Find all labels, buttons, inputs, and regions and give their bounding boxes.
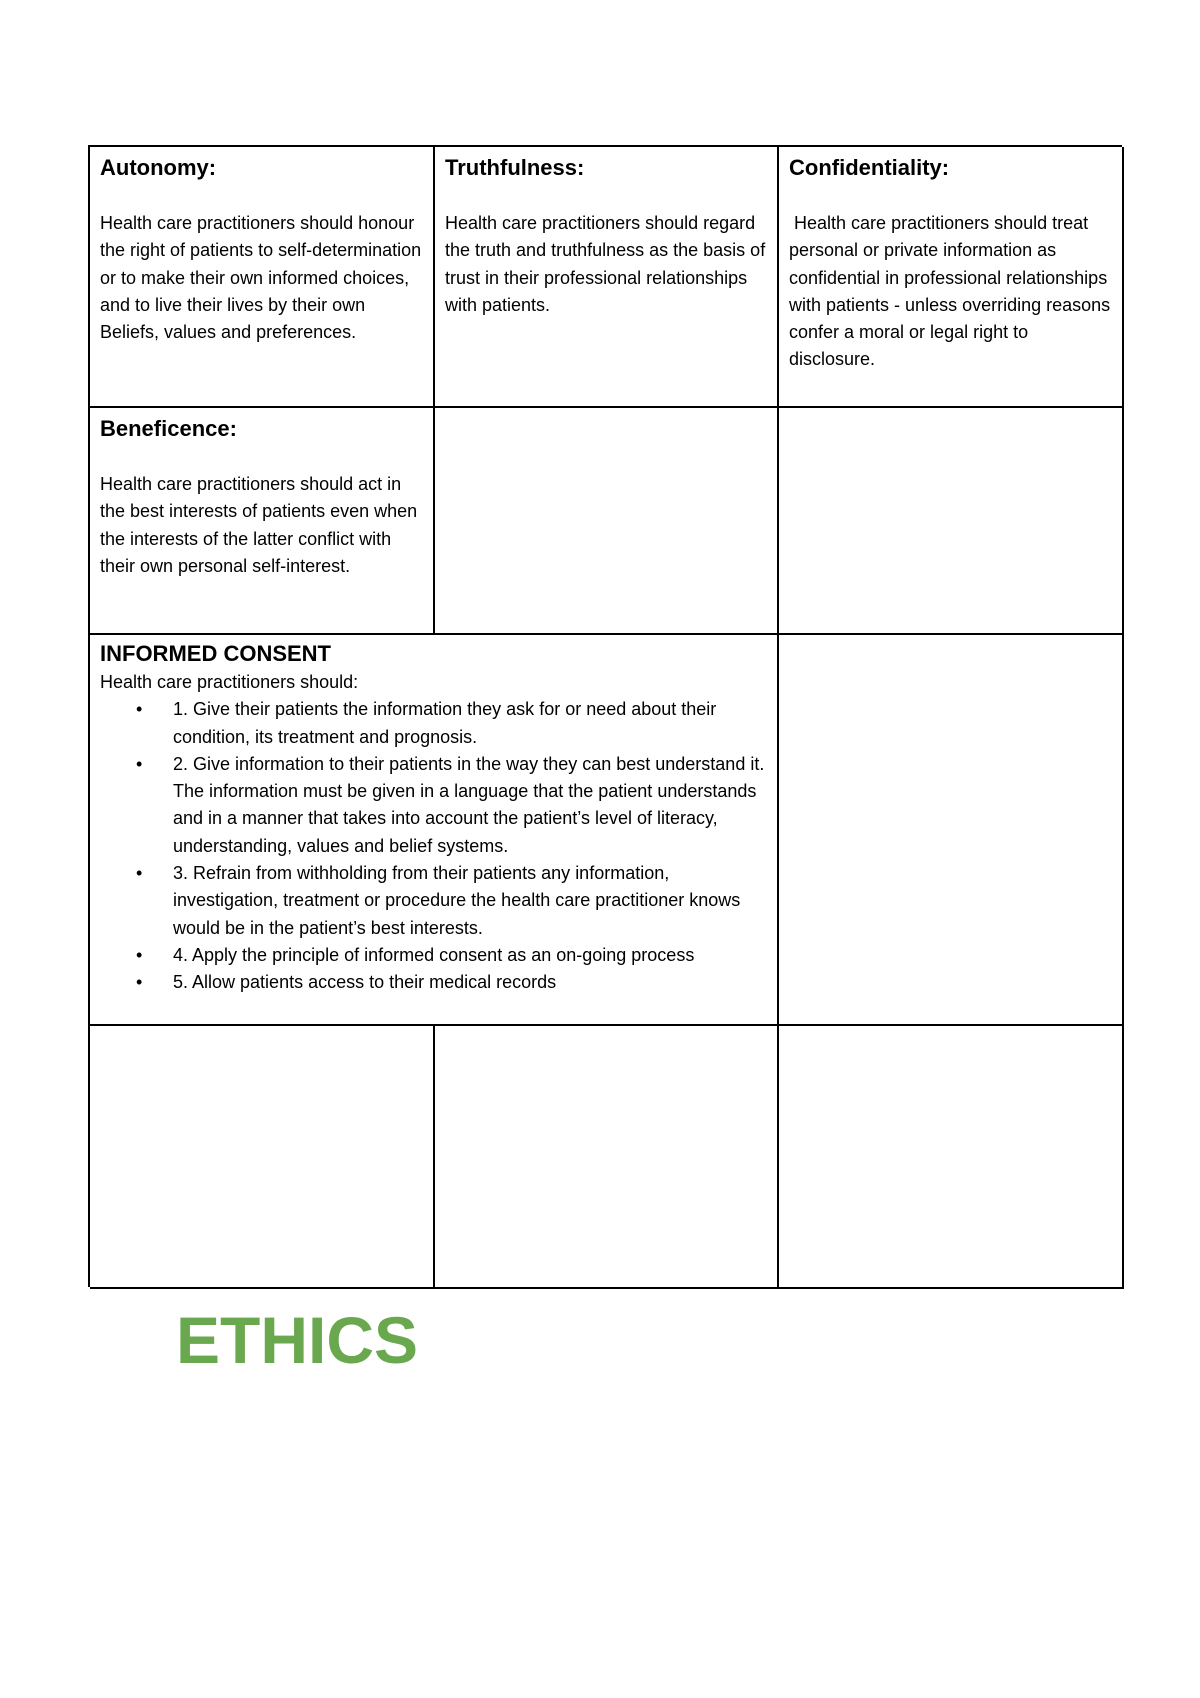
consent-item-text: 2. Give information to their patients in the way they can best understand it. The information must be given in a language that the patient understands and in a manner that takes into account the patient’s level of literacy, understanding, values and belief systems. [173,753,765,856]
list-item [100,860,767,942]
list-item [100,942,767,969]
autonomy-cell [90,147,435,408]
ethics-title: ETHICS [176,1303,419,1377]
autonomy-title: Autonomy: [100,155,217,180]
empty-cell-r4c2 [435,1026,779,1289]
bullet-icon: • [136,753,143,774]
truthfulness-cell [435,147,779,408]
consent-item-text: 5. Allow patients access to their medical records [173,972,557,993]
beneficence-title: Beneficence: [100,416,237,441]
consent-item-text: 3. Refrain from withholding from their patients any information, investigation, treatment or procedure the health care practitioner knows would be in the patient’s best interests. [173,863,741,938]
beneficence-text: Health care practitioners should act in the best interests of patients even when the interests of the latter conflict with their own personal self-interest. [100,474,418,576]
informed-consent-intro: Health care practitioners should: [100,672,359,692]
bullet-icon: • [136,972,143,993]
confidentiality-title: Confidentiality: [789,155,950,180]
empty-cell-r4c3 [779,1026,1124,1289]
bullet-icon: • [136,699,143,720]
list-item [100,751,767,860]
empty-cell-r4c1 [90,1026,435,1289]
confidentiality-cell [779,147,1124,408]
bullet-icon: • [136,944,143,965]
bullet-icon: • [136,863,143,884]
ethics-grid-table [88,145,1122,1287]
empty-cell-r3c3 [779,635,1124,1026]
informed-consent-list [100,696,767,996]
empty-cell-r2c2 [435,408,779,635]
truthfulness-text: Health care practitioners should regard the truth and truthfulness as the basis of trust in their professional relationships with patients. [445,213,766,315]
list-item [100,696,767,751]
truthfulness-title: Truthfulness: [445,155,585,180]
autonomy-text: Health care practitioners should honour the right of patients to self-determination or to make their own informed choices, and to live their lives by their own Beliefs, values and preferences. [100,213,422,343]
list-item [100,969,767,996]
confidentiality-text: Health care practitioners should treat personal or private information as confidential in professional relationships with patients - unless overriding reasons confer a moral or legal right to disclosure. [789,213,1116,370]
empty-cell-r2c3 [779,408,1124,635]
informed-consent-title: INFORMED CONSENT [100,641,331,666]
consent-item-text: 4. Apply the principle of informed consent as an on-going process [173,944,695,965]
beneficence-cell [90,408,435,635]
consent-item-text: 1. Give their patients the information they ask for or need about their condition, its treatment and prognosis. [173,699,717,747]
informed-consent-cell [90,635,779,1026]
